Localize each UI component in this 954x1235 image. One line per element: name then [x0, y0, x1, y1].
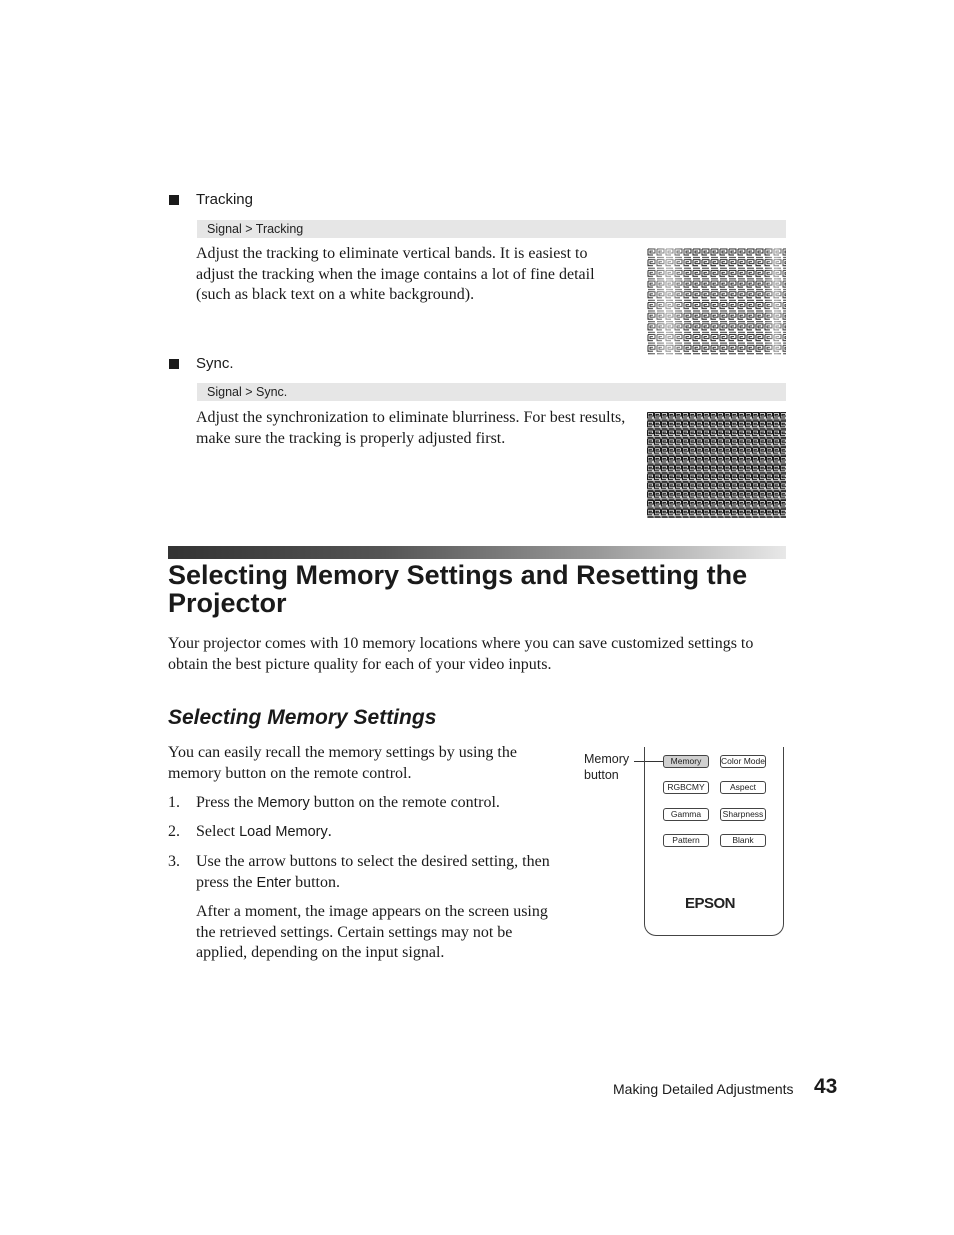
sync-title: Sync. [196, 355, 234, 372]
remote-rgbcmy-button: RGBCMY [663, 781, 709, 794]
section-intro: Your projector comes with 10 memory locations where you can save customized settings to obtain the best picture quality for each of your video inputs. [168, 635, 754, 673]
step-2-number: 2. [168, 823, 180, 840]
subsection-intro: You can easily recall the memory settings by using the memory button on the remote control. [168, 744, 517, 782]
section-divider-bar [168, 546, 786, 559]
remote-blank-button: Blank [720, 834, 766, 847]
section-heading: Selecting Memory Settings and Resetting the Projector [168, 560, 748, 618]
remote-pattern-button: Pattern [663, 834, 709, 847]
tracking-title: Tracking [196, 191, 253, 208]
memory-ui-label: Memory [257, 795, 310, 811]
enter-ui-label: Enter [256, 874, 292, 891]
footer-chapter-title: Making Detailed Adjustments [613, 1081, 794, 1097]
step-followup: After a moment, the image appears on the screen using the retrieved settings. Certain settings may not be applied, depending on the input signal. [196, 903, 548, 961]
step-2-text: Select Load Memory. [196, 823, 332, 840]
step-3-number: 3. [168, 853, 180, 870]
remote-memory-button: Memory [663, 755, 709, 768]
sync-pattern-image [647, 412, 786, 518]
remote-sharpness-button: Sharpness [720, 808, 766, 821]
sync-menu-path: Signal > Sync. [197, 383, 786, 401]
page-number: 43 [814, 1075, 838, 1098]
tracking-bullet [169, 195, 179, 205]
sync-bullet [169, 359, 179, 369]
remote-color-mode-button: Color Mode [721, 756, 765, 766]
tracking-menu-path: Signal > Tracking [197, 220, 786, 238]
subsection-heading: Selecting Memory Settings [168, 706, 437, 729]
remote-gamma-button: Gamma [663, 808, 709, 821]
tracking-description: Adjust the tracking to eliminate vertical bands. It is easiest to adjust the tracking when the image contains a lot of fine detail (such as black text on a white background). [196, 245, 595, 303]
load-memory-ui-label: Load Memory [239, 824, 328, 840]
step-1-text: Press the Memory button on the remote control. [196, 794, 500, 811]
remote-callout-label: Memory button [584, 752, 630, 782]
epson-logo: EPSON [685, 895, 736, 912]
step-3-text: Use the arrow buttons to select the desired setting, then press the Enter button. [196, 853, 550, 891]
step-1-number: 1. [168, 794, 180, 811]
sync-description: Adjust the synchronization to eliminate blurriness. For best results, make sure the tracking is properly adjusted first. [196, 409, 626, 447]
remote-aspect-button: Aspect [720, 781, 766, 794]
tracking-pattern-image [647, 248, 786, 355]
